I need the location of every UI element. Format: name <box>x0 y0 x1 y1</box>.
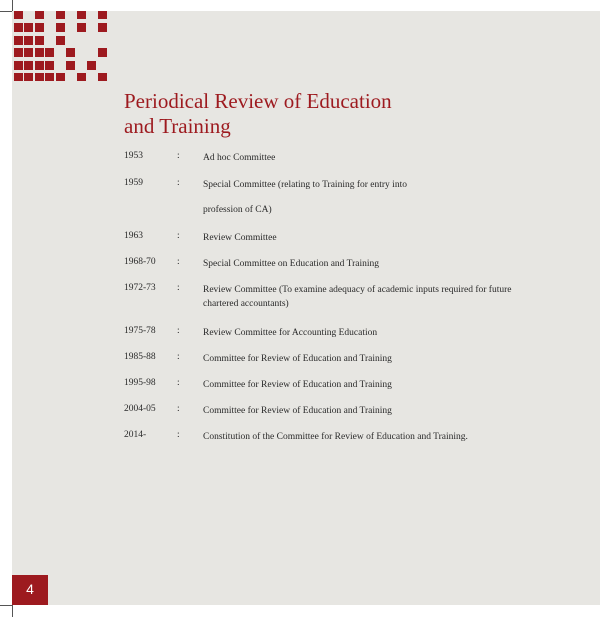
entry-separator: : <box>177 231 180 241</box>
entry-description: Ad hoc Committee <box>203 153 276 163</box>
entry-description-continued: profession of CA) <box>203 205 272 215</box>
entry-separator: : <box>177 326 180 336</box>
entry-year: 1975-78 <box>124 326 156 336</box>
entry-separator: : <box>177 283 180 293</box>
page-title-line-1: Periodical Review of Education <box>124 89 392 113</box>
entry-separator: : <box>177 257 180 267</box>
entry-description: Review Committee (To examine adequacy of academic inputs required for future chartered accountants) <box>203 285 512 309</box>
entry-year: 1963 <box>124 231 143 241</box>
entry-separator: : <box>177 178 180 188</box>
page-number: 4 <box>26 581 34 597</box>
entry-description: Committee for Review of Education and Training <box>203 406 392 416</box>
entry-separator: : <box>177 378 180 388</box>
crop-mark-top-vertical <box>12 0 13 11</box>
entry-year: 1953 <box>124 151 143 161</box>
entry-year: 1972-73 <box>124 283 156 293</box>
entry-separator: : <box>177 352 180 362</box>
crop-mark-bottom <box>0 605 12 606</box>
entry-description: Special Committee (relating to Training for entry into <box>203 180 407 190</box>
entry-separator: : <box>177 151 180 161</box>
entry-separator: : <box>177 430 180 440</box>
entry-year: 1995-98 <box>124 378 156 388</box>
entry-description: Review Committee for Accounting Education <box>203 328 378 338</box>
crop-mark-bottom-vertical <box>12 605 13 617</box>
entry-year: 2014- <box>124 430 147 440</box>
entry-description: Special Committee on Education and Training <box>203 259 379 269</box>
page-title <box>124 89 444 139</box>
entry-description: Committee for Review of Education and Training <box>203 354 392 364</box>
page-title-line-2: and Training <box>124 114 231 138</box>
entry-description: Constitution of the Committee for Review of Education and Training. <box>203 432 468 442</box>
entry-description: Committee for Review of Education and Training <box>203 380 392 390</box>
entry-year: 1968-70 <box>124 257 156 267</box>
entry-year: 2004-05 <box>124 404 156 414</box>
entry-year: 1985-88 <box>124 352 156 362</box>
crop-mark-top <box>0 11 12 12</box>
entry-year: 1959 <box>124 178 143 188</box>
entry-separator: : <box>177 404 180 414</box>
page-number-badge <box>12 575 48 605</box>
entry-description: Review Committee <box>203 233 277 243</box>
